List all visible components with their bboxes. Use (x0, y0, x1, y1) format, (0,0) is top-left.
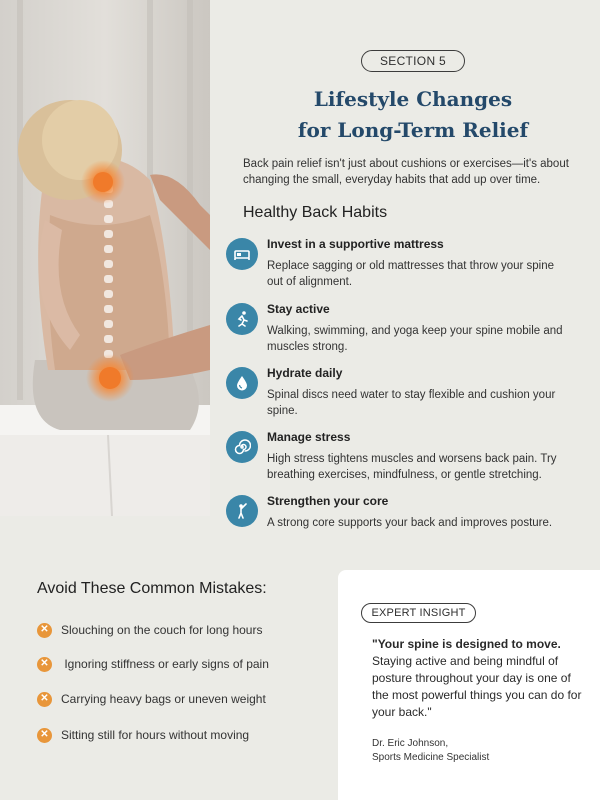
mistake-text: Sitting still for hours without moving (61, 728, 250, 742)
habit-title: Hydrate daily (267, 366, 343, 380)
title-line-1: Lifestyle Changes (313, 87, 513, 111)
mistake-item (37, 690, 266, 708)
close-circle-icon: ✕ (37, 623, 52, 638)
section-label: SECTION 5 (379, 54, 447, 68)
expert-insight-card (338, 570, 600, 800)
intro-paragraph: Back pain relief isn't just about cushions or exercises—it's about changing the small, everyday habits that add up over time. (243, 158, 569, 186)
expert-insight-badge (361, 603, 476, 623)
author-name: Dr. Eric Johnson, (372, 738, 449, 749)
habit-title: Strengthen your core (267, 494, 389, 508)
habit-item-active (226, 302, 576, 362)
mistake-item (37, 621, 262, 639)
habit-item-hydrate (226, 366, 576, 426)
mistake-item (37, 726, 249, 744)
habit-title: Invest in a supportive mattress (267, 237, 444, 251)
mistake-text: Carrying heavy bags or uneven weight (61, 692, 266, 706)
expert-insight-label: EXPERT INSIGHT (371, 607, 466, 619)
habit-description: Spinal discs need water to stay flexible and cushion your spine. (267, 389, 556, 417)
habits-heading: Healthy Back Habits (243, 204, 388, 221)
quote-body: Staying active and being mindful of posture throughout your day is one of the most powerful things you can do for your back." (372, 654, 582, 719)
back-pain-photo (0, 0, 210, 516)
running-icon (226, 303, 258, 335)
close-circle-icon: ✕ (37, 692, 52, 707)
habit-item-stress (226, 430, 576, 490)
habit-description: Walking, swimming, and yoga keep your spine mobile and muscles strong. (267, 325, 563, 353)
stretch-icon (226, 495, 258, 527)
close-circle-icon: ✕ (37, 728, 52, 743)
habit-item-mattress (226, 237, 576, 297)
bed-icon (226, 238, 258, 270)
mistake-text: Ignoring stiffness or early signs of pain (61, 657, 269, 671)
habit-description: A strong core supports your back and improves posture. (267, 517, 553, 529)
habit-title: Manage stress (267, 430, 351, 444)
author-role: Sports Medicine Specialist (372, 752, 490, 763)
page-title (250, 84, 576, 146)
close-circle-icon: ✕ (37, 657, 52, 672)
expert-quote (372, 636, 582, 721)
mistakes-heading: Avoid These Common Mistakes: (37, 580, 267, 597)
quote-lead: "Your spine is designed to move. (372, 637, 561, 651)
mistake-item (37, 655, 269, 673)
habit-title: Stay active (267, 302, 330, 316)
habit-description: Replace sagging or old mattresses that throw your spine out of alignment. (267, 260, 555, 288)
section-badge (361, 50, 465, 72)
spiral-icon (226, 431, 258, 463)
title-line-2: for Long-Term Relief (297, 118, 529, 142)
habit-item-core (226, 494, 576, 554)
habit-description: High stress tightens muscles and worsens back pain. Try breathing exercises, mindfulness, or gentle stretching. (267, 453, 557, 481)
water-drop-icon (226, 367, 258, 399)
mistake-text: Slouching on the couch for long hours (61, 623, 263, 637)
